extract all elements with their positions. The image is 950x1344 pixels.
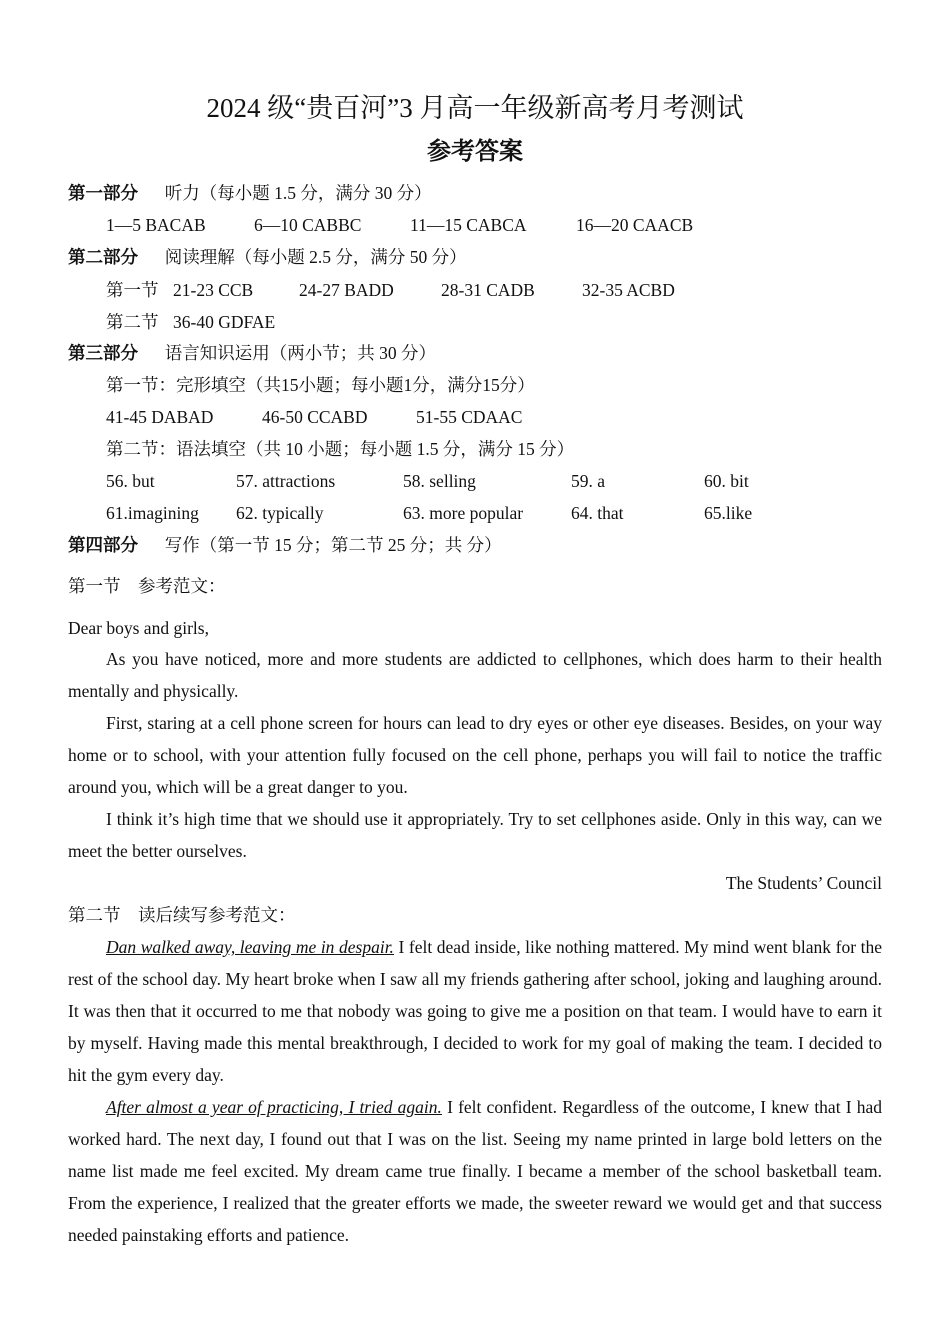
paragraph-text: I felt dead inside, like nothing mattered. My mind went blank for the rest of the school day. My heart broke when I saw all my friends gathering after school, joking and laughing around. It was then that it occurred to me that nobody was going to give me a position on that team. I would have to earn it by myself. Having made this mental breakthrough, I decided to work for my goal of making the team. I decided to hit the gym every day.: [68, 937, 882, 1085]
part4-label: 第四部分: [68, 535, 138, 555]
answer-group: 51-55 CDAAC: [416, 407, 523, 427]
letter-paragraph-3: [68, 804, 882, 868]
page-subtitle: 参考答案: [427, 139, 523, 165]
part4-desc: 写作（第一节 15 分；第二节 25 分；共 分）: [164, 535, 502, 555]
part3-sec1-desc: 第一节：完形填空（共15小题；每小题1分，满分15分）: [106, 375, 535, 395]
paragraph-text: As you have noticed, more and more students are addicted to cellphones, which does harm to their health mentally and physically.: [68, 649, 882, 701]
part3-desc: 语言知识运用（两小节；共 30 分）: [164, 343, 436, 363]
section-label: 第二节: [106, 312, 159, 332]
answer-group: 46-50 CCABD: [262, 407, 368, 427]
grammar-answer: 56. but: [106, 471, 155, 491]
paragraph-text: I think it’s high time that we should use it appropriately. Try to set cellphones aside. Only in this way, can we meet the better ourselves.: [68, 809, 882, 861]
answer-group: 32-35 ACBD: [582, 280, 675, 300]
grammar-answer: 60. bit: [704, 471, 749, 491]
grammar-answer: 57. attractions: [236, 471, 336, 491]
part2-heading: [68, 245, 467, 269]
part1-desc: 听力（每小题 1.5 分，满分 30 分）: [164, 183, 432, 203]
given-opening-sentence: Dan walked away, leaving me in despair.: [106, 937, 394, 957]
answer-group: 16—20 CAACB: [576, 215, 694, 235]
continuation-paragraph-2: [68, 1092, 882, 1252]
answer-group: 11—15 CABCA: [410, 215, 527, 235]
page-title: 2024 级“贵百河”3 月高一年级新高考月考测试: [206, 93, 744, 123]
part3-sec2-desc: 第二节：语法填空（共 10 小题；每小题 1.5 分，满分 15 分）: [106, 439, 575, 459]
part4-sec1-title: 第一节 参考范文：: [68, 576, 226, 596]
section-label: 第一节: [106, 280, 159, 300]
letter-signature: The Students’ Council: [725, 873, 882, 893]
part4-heading: [68, 533, 502, 557]
part1-label: 第一部分: [68, 183, 138, 203]
answer-group: 36-40 GDFAE: [173, 312, 276, 332]
letter-paragraph-2: [68, 708, 882, 804]
answer-group: 1—5 BACAB: [106, 215, 206, 235]
part2-label: 第二部分: [68, 247, 138, 267]
grammar-answer: 58. selling: [403, 471, 476, 491]
grammar-answer: 65.like: [704, 503, 753, 523]
grammar-answer: 64. that: [571, 503, 624, 523]
letter-greeting: Dear boys and girls,: [68, 618, 209, 638]
given-opening-sentence: After almost a year of practicing, I tried again.: [106, 1097, 442, 1117]
part4-sec2-title: 第二节 读后续写参考范文：: [68, 905, 296, 925]
continuation-paragraph-1: [68, 932, 882, 1092]
paragraph-text: I felt confident. Regardless of the outcome, I knew that I had worked hard. The next day, I found out that I was on the list. Seeing my name printed in large bold letters on the name list made me feel excited. My dream came true finally. I became a member of the school basketball team. From the experience, I realized that the greater efforts we made, the sweeter reward we would get and that success needed painstaking efforts and patience.: [68, 1097, 882, 1245]
answer-group: 24-27 BADD: [299, 280, 394, 300]
answer-group: 21-23 CCB: [173, 280, 254, 300]
grammar-answer: 61.imagining: [106, 503, 199, 523]
answer-group: 41-45 DABAD: [106, 407, 214, 427]
part2-desc: 阅读理解（每小题 2.5 分，满分 50 分）: [164, 247, 467, 267]
letter-paragraph-1: [68, 644, 882, 708]
answer-group: 6—10 CABBC: [254, 215, 362, 235]
paragraph-text: First, staring at a cell phone screen for hours can lead to dry eyes or other eye diseases. Besides, on your way home or to school, with your attention fully focused on the cell phone, perhaps you will fail to notice the traffic around you, which will be a great danger to you.: [68, 713, 882, 797]
grammar-answer: 62. typically: [236, 503, 324, 523]
grammar-answer: 59. a: [571, 471, 606, 491]
answer-group: 28-31 CADB: [441, 280, 535, 300]
part3-heading: [68, 341, 436, 365]
grammar-answer: 63. more popular: [403, 503, 524, 523]
part1-heading: [68, 181, 432, 205]
part3-label: 第三部分: [68, 343, 138, 363]
